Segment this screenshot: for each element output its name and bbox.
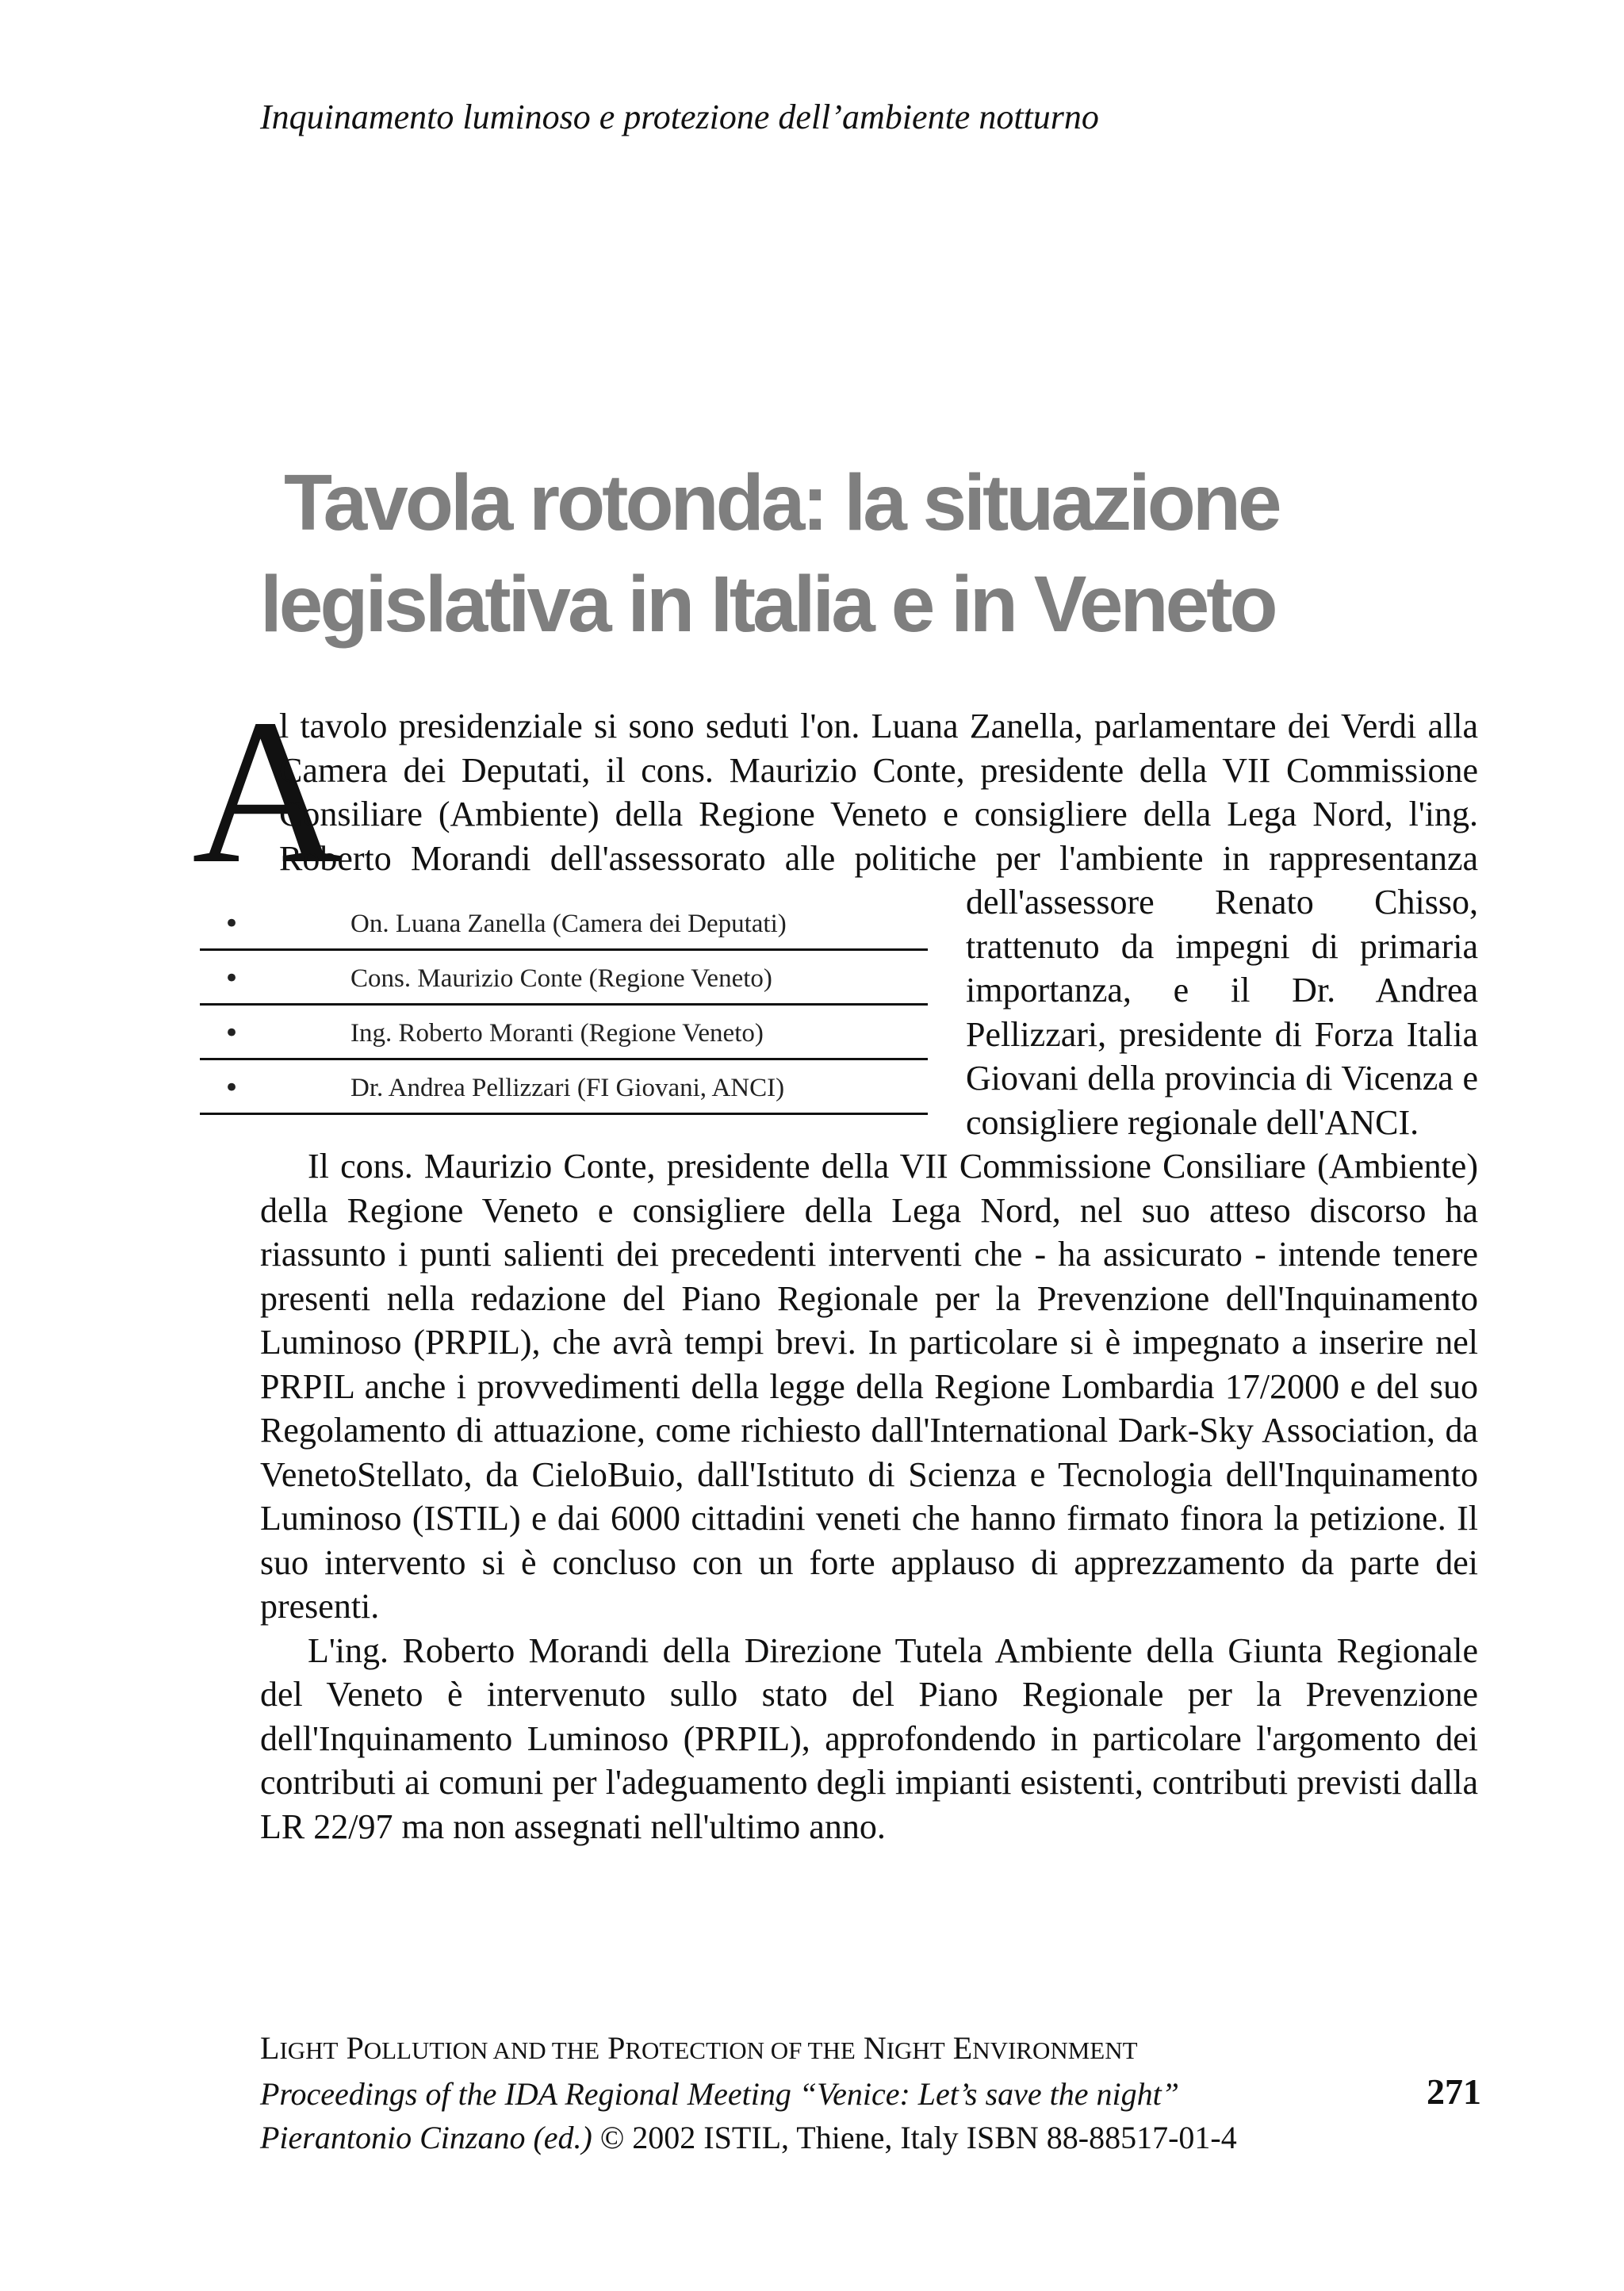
copyright-isbn: © 2002 ISTIL, Thiene, Italy ISBN 88-88517-01-4 xyxy=(599,2120,1237,2155)
participant-item xyxy=(200,1060,928,1115)
paragraph-3: L'ing. Roberto Morandi della Direzione Tutela Ambiente della Giunta Regionale del Veneto è intervenuto sullo stato del Piano Regionale per la Prevenzione dell'Inquinamento Luminoso (PRPIL), approfondendo in particolare l'argomento dei contributi ai comuni per l'adeguamento degli impianti esistenti, contributi previsti dalla LR 22/97 ma non assegnati nell'ultimo anno. xyxy=(260,1630,1478,1846)
title-line-2: legislativa in Italia e in Veneto xyxy=(260,560,1275,649)
proceedings-line: Proceedings of the IDA Regional Meeting “Venice: Let’s save the night” xyxy=(260,2076,1180,2112)
page-number: 271 xyxy=(1427,2071,1481,2112)
participants-list xyxy=(200,896,928,1115)
series-title: LIGHT POLLUTION AND THE PROTECTION OF THE NIGHT ENVIRONMENT xyxy=(260,2030,1138,2066)
participant-item xyxy=(200,951,928,1006)
running-header: Inquinamento luminoso e protezione dell’ambiente notturno xyxy=(260,98,1099,136)
bullet-icon: • xyxy=(224,963,240,994)
bullet-icon: • xyxy=(224,908,240,940)
paragraph-2: Il cons. Maurizio Conte, presidente della VII Commissione Consiliare (Ambiente) della Regione Veneto e consigliere della Lega Nord, nel suo atteso discorso ha riassunto i punti salienti dei precedenti interventi che - ha assicurato - intende tenere presenti nella redazione del Piano Regionale per la Prevenzione dell'Inquinamento Luminoso (PRPIL), che avrà tempi brevi. In particolare si è impegnato a inserire nel PRPIL anche i provvedimenti della legge della Regione Lombardia 17/2000 e del suo Regolamento di attuazione, come richiesto dall'International Dark-Sky Association, da VenetoStellato, da CieloBuio, dall'Istituto di Scienza e Tecnologia dell'Inquinamento Luminoso (ISTIL) e dai 6000 cittadini veneti che hanno firmato finora la petizione. Il suo intervento si è concluso con un forte applauso di apprezzamento da parte dei presenti. xyxy=(260,1147,1478,1626)
drop-cap: A xyxy=(192,676,343,906)
bullet-icon: • xyxy=(224,1072,240,1104)
paragraph-1-continuation: politiche per l'ambiente in rappresentanza dell'assessore Renato Chisso, trattenuto da impegni di primaria importanza, e il Dr. Andrea Pellizzari, presidente di Forza Italia Giovani della provincia di Vicenza e consigliere regionale dell'ANCI. xyxy=(854,838,1479,1142)
article-body xyxy=(192,676,1479,1849)
participant-item xyxy=(200,1006,928,1060)
participant-label: Dr. Andrea Pellizzari (FI Giovani, ANCI) xyxy=(350,1074,785,1102)
editor-credit: Pierantonio Cinzano (ed.) xyxy=(260,2120,592,2155)
editor-copyright-line xyxy=(260,2116,1481,2159)
article-title xyxy=(260,452,1497,655)
participant-label: Cons. Maurizio Conte (Regione Veneto) xyxy=(350,964,772,993)
page-footer xyxy=(260,2026,1481,2159)
bullet-icon: • xyxy=(224,1017,240,1049)
paragraph-1-opening: l tavolo presidenziale si sono seduti l'on. Luana Zanella, parlamentare dei Verdi alla Camera dei Deputati, il cons. Maurizio Conte, presidente della VII Commissione Consiliare (Ambiente) della Regione Veneto e consigliere della Lega Nord, l'ing. Roberto Morandi dell'assessorato alle xyxy=(279,707,1478,878)
paragraph-1 xyxy=(192,676,1479,1144)
participant-label: On. Luana Zanella (Camera dei Deputati) xyxy=(350,910,787,938)
title-line-1: Tavola rotonda: la situazione xyxy=(284,458,1279,547)
participant-item xyxy=(200,896,928,951)
participant-label: Ing. Roberto Moranti (Regione Veneto) xyxy=(350,1019,764,1048)
